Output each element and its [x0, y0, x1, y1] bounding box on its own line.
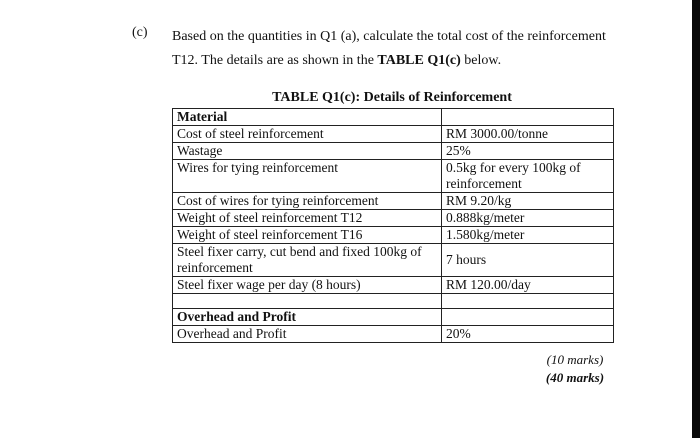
question-line-2	[172, 49, 632, 73]
spacer-cell	[442, 294, 614, 309]
scrollbar-edge	[692, 0, 700, 438]
table-title: TABLE Q1(c): Details of Reinforcement	[272, 90, 512, 105]
row-label: Wastage	[173, 143, 442, 160]
total-marks: (40 marks)	[545, 370, 605, 385]
row-label: Weight of steel reinforcement T12	[173, 210, 442, 227]
row-value: 7 hours	[442, 244, 614, 277]
row-label: Cost of steel reinforcement	[173, 126, 442, 143]
row-value: RM 3000.00/tonne	[442, 126, 614, 143]
question-line-1: Based on the quantities in Q1 (a), calculate the total cost of the reinforcement	[172, 29, 606, 44]
table-spacer-row	[173, 294, 614, 309]
header-overhead: Overhead and Profit	[173, 309, 442, 326]
row-value: 0.5kg for every 100kg of reinforcement	[442, 160, 614, 193]
header-blank	[442, 109, 614, 126]
row-label: Weight of steel reinforcement T16	[173, 227, 442, 244]
part-marks: (10 marks)	[546, 352, 604, 367]
overhead-header-row	[173, 309, 614, 326]
table-row	[173, 244, 614, 277]
row-value: 0.888kg/meter	[442, 210, 614, 227]
table-row	[173, 227, 614, 244]
question-label: (c)	[132, 25, 148, 40]
question-text	[172, 25, 632, 73]
table-row	[173, 193, 614, 210]
spacer-cell	[173, 294, 442, 309]
row-label: Steel fixer carry, cut bend and fixed 100kg of reinforcement	[173, 244, 442, 277]
row-value: 20%	[442, 326, 614, 343]
table-header-row	[173, 109, 614, 126]
row-label: Overhead and Profit	[173, 326, 442, 343]
row-label: Wires for tying reinforcement	[173, 160, 442, 193]
question-line-2-prefix: T12. The details are as shown in the	[172, 53, 378, 68]
table-row	[173, 143, 614, 160]
question-line-2-suffix: below.	[460, 53, 502, 68]
table-row	[173, 277, 614, 294]
row-value: 25%	[442, 143, 614, 160]
header-material: Material	[173, 109, 442, 126]
row-value: 1.580kg/meter	[442, 227, 614, 244]
row-label: Cost of wires for tying reinforcement	[173, 193, 442, 210]
row-value: RM 120.00/day	[442, 277, 614, 294]
table-row	[173, 326, 614, 343]
table-row	[173, 160, 614, 193]
table-reference: TABLE Q1(c)	[377, 53, 461, 68]
table-row	[173, 210, 614, 227]
row-label: Steel fixer wage per day (8 hours)	[173, 277, 442, 294]
reinforcement-table	[172, 108, 614, 343]
row-value: RM 9.20/kg	[442, 193, 614, 210]
header-blank	[442, 309, 614, 326]
table-row	[173, 126, 614, 143]
